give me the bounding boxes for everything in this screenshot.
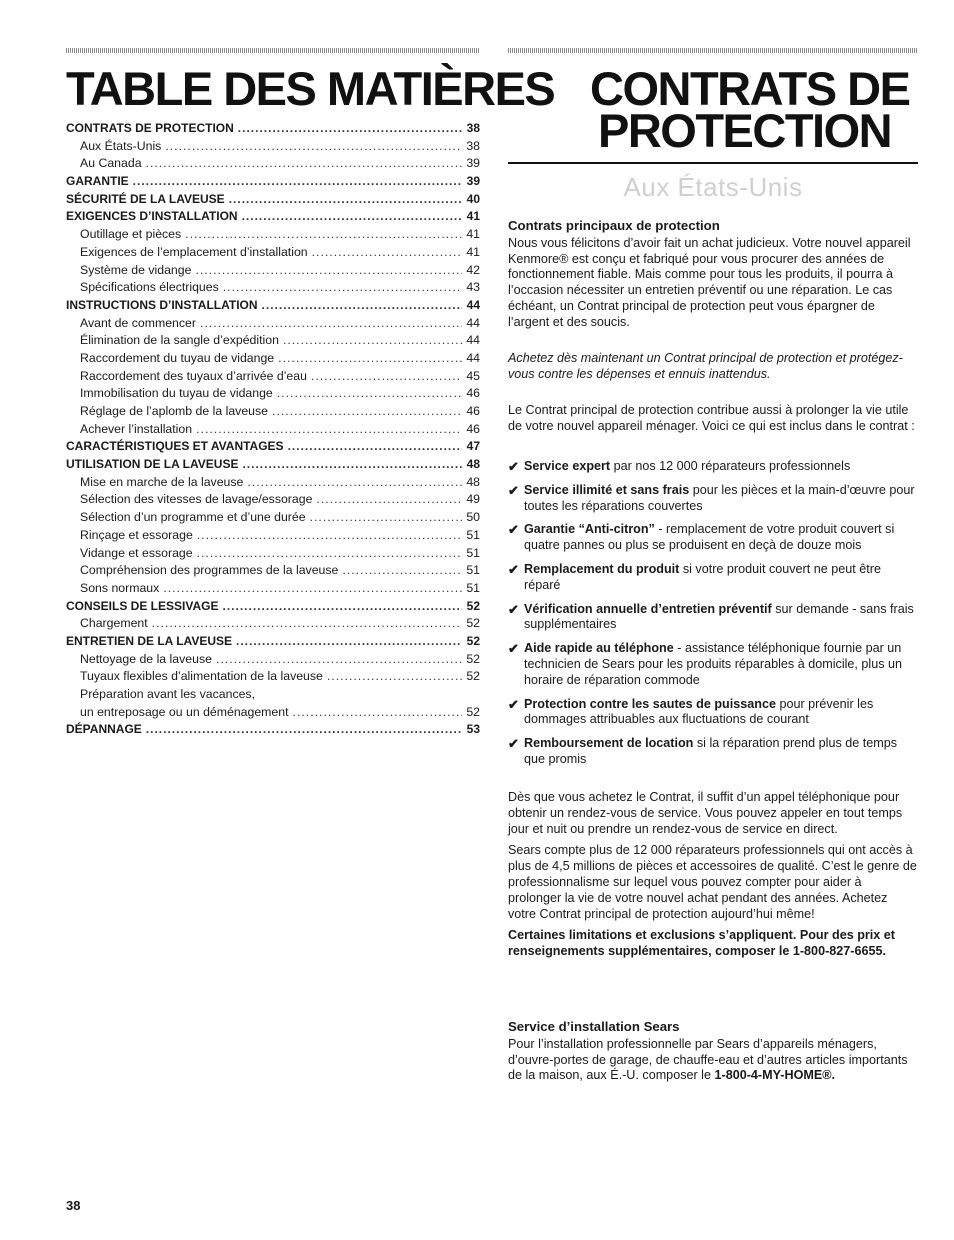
toc-entry-title: Raccordement du tuyau de vidange: [80, 350, 275, 365]
toc-page-number: 52: [466, 633, 480, 648]
toc-entry-title: Achever l’installation: [80, 421, 193, 436]
checkmark-icon: ✔: [508, 459, 519, 474]
toc-subentry: [66, 545, 480, 563]
toc-leader-dots: [197, 545, 462, 563]
toc-entry-title: Mise en marche de la laveuse: [80, 474, 244, 489]
toc-leader-dots: [236, 633, 462, 651]
italic-callout: Achetez dès maintenant un Contrat principal de protection et protégez-vous contre les dépenses et ennuis inattendus.: [508, 351, 903, 381]
toc-subentry: [66, 686, 480, 704]
benefit-title: Service expert: [524, 459, 611, 473]
section-title: Aux États-Unis: [623, 172, 803, 202]
toc-leader-dots: [165, 138, 462, 156]
benefit-item: [508, 522, 918, 554]
toc-page-number: 38: [466, 121, 480, 135]
checkmark-icon: ✔: [508, 696, 519, 712]
italic-block: [508, 351, 918, 383]
toc-section-entry: [66, 456, 480, 474]
left-hatch-rule: [66, 48, 480, 53]
benefit-item: [508, 459, 918, 475]
toc-subentry: [66, 580, 480, 598]
toc-page-number: 52: [466, 616, 480, 631]
table-of-contents: [66, 120, 480, 739]
toc-entry-title: UTILISATION DE LA LAVEUSE: [66, 457, 239, 472]
toc-subentry: [66, 262, 480, 280]
checkmark-icon: ✔: [508, 641, 519, 657]
benefit-description: - remplacement de votre produit couvert si quatre pannes ou plus se produisent en deçà de douze mois: [524, 522, 895, 553]
checkmark-icon: ✔: [508, 482, 519, 498]
toc-page-number: 44: [466, 297, 480, 312]
toc-subentry: [66, 474, 480, 492]
toc-page-number: 52: [466, 651, 480, 666]
benefit-title: Remplacement du produit: [524, 561, 680, 576]
toc-leader-dots: [278, 350, 462, 368]
benefit-description: si votre produit couvert ne peut être réparé: [524, 561, 881, 592]
toc-section-entry: [66, 721, 480, 739]
toc-entry-title: CARACTÉRISTIQUES ET AVANTAGES: [66, 439, 284, 454]
toc-page-number: 48: [466, 457, 480, 472]
toc-entry-title: Sélection des vitesses de lavage/essorage: [80, 492, 313, 507]
benefit-description: - assistance téléphonique fournie par un technicien de Sears pour les produits réparables à domicile, plus un horaire de réparation commode: [524, 641, 903, 687]
toc-leader-dots: [195, 262, 462, 280]
toc-entry-title: EXIGENCES D’INSTALLATION: [66, 209, 238, 224]
toc-entry-title: SÉCURITÉ DE LA LAVEUSE: [66, 191, 225, 206]
benefit-title: Garantie “Anti-citron”: [524, 522, 655, 537]
toc-leader-dots: [342, 562, 462, 580]
toc-page-number: 51: [466, 527, 480, 542]
toc-subentry: [66, 421, 480, 439]
subhead-main-contracts: Contrats principaux de protection: [508, 218, 720, 233]
toc-subentry: [66, 138, 480, 156]
toc-page-number: 44: [466, 350, 480, 365]
toc-page-number: 50: [466, 510, 480, 525]
toc-page-number: 48: [466, 474, 480, 489]
toc-entry-title: Système de vidange: [80, 262, 192, 277]
toc-page-number: 51: [466, 545, 480, 560]
checkmark-icon: ✔: [508, 522, 519, 538]
toc-leader-dots: [312, 244, 462, 262]
toc-entry-title: un entreposage ou un déménagement: [80, 704, 289, 719]
closing-block: [508, 790, 918, 960]
toc-entry-title: Chargement: [80, 616, 148, 631]
toc-page-number: 51: [466, 563, 480, 578]
toc-subentry: [66, 332, 480, 350]
toc-entry-title: Élimination de la sangle d’expédition: [80, 333, 279, 348]
toc-leader-dots: [247, 474, 462, 492]
toc-section-entry: [66, 120, 480, 138]
checkmark-icon: ✔: [508, 601, 519, 617]
benefit-item: [508, 483, 918, 515]
toc-page-number: 41: [466, 244, 480, 259]
toc-entry-title: Compréhension des programmes de la laveuse: [80, 563, 339, 578]
toc-section-entry: [66, 191, 480, 209]
toc-page-number: 49: [466, 492, 480, 507]
toc-leader-dots: [272, 403, 462, 421]
toc-page-number: 46: [466, 386, 480, 401]
toc-leader-dots: [163, 580, 462, 598]
checkmark-icon: ✔: [508, 736, 519, 752]
toc-leader-dots: [288, 438, 462, 456]
toc-leader-dots: [242, 208, 462, 226]
toc-page-number: 51: [466, 580, 480, 595]
toc-page-number: 47: [466, 439, 480, 454]
toc-leader-dots: [196, 421, 462, 439]
checkmark-icon: ✔: [508, 561, 519, 577]
toc-page-number: 52: [466, 669, 480, 684]
toc-leader-dots: [311, 368, 462, 386]
toc-page-number: 42: [466, 262, 480, 277]
benefit-item: [508, 697, 918, 729]
benefit-item: [508, 562, 918, 594]
toc-page-number: 44: [466, 333, 480, 348]
toc-page-number: 46: [466, 421, 480, 436]
page-number: 38: [66, 1198, 81, 1213]
toc-page-number: 41: [466, 227, 480, 242]
toc-page-number: 44: [466, 315, 480, 330]
toc-subentry: [66, 527, 480, 545]
toc-leader-dots: [185, 226, 462, 244]
toc-entry-title: Réglage de l’aplomb de la laveuse: [80, 404, 268, 418]
toc-entry-title: Outillage et pièces: [80, 227, 182, 242]
toc-subentry: [66, 651, 480, 669]
contracts-title-line1: CONTRATS DE: [590, 62, 910, 115]
toc-entry-title: Préparation avant les vacances,: [80, 687, 255, 701]
toc-leader-dots: [327, 668, 462, 686]
toc-entry-title: Raccordement des tuyaux d’arrivée d’eau: [80, 368, 307, 383]
toc-subentry: [66, 279, 480, 297]
toc-subentry: [66, 615, 480, 633]
benefit-title: Protection contre les sautes de puissance: [524, 696, 776, 711]
toc-subentry: [66, 368, 480, 386]
toc-entry-title: GARANTIE: [66, 174, 129, 189]
benefit-title: Vérification annuelle d’entretien préventif: [524, 601, 772, 616]
toc-page-number: 46: [466, 404, 480, 418]
toc-subentry: [66, 403, 480, 421]
toc-subentry: [66, 704, 480, 722]
installation-paragraph: Pour l’installation professionnelle par Sears d’appareils ménagers, d’ouvre-portes de garage, de chauffe-eau et d’autres articles importants de la maison, aux É.-U. composer le: [508, 1036, 908, 1083]
benefits-list: [508, 459, 918, 768]
toc-entry-title: CONTRATS DE PROTECTION: [66, 121, 234, 135]
toc-leader-dots: [146, 721, 462, 739]
included-block: [508, 403, 918, 435]
toc-entry-title: Rinçage et essorage: [80, 527, 193, 542]
benefit-description: si la réparation prend plus de temps que promis: [524, 736, 898, 766]
toc-entry-title: Immobilisation du tuyau de vidange: [80, 386, 273, 401]
toc-entry-title: Tuyaux flexibles d’alimentation de la laveuse: [80, 669, 323, 684]
toc-entry-title: Vidange et essorage: [80, 545, 193, 560]
toc-leader-dots: [293, 704, 462, 722]
toc-entry-title: CONSEILS DE LESSIVAGE: [66, 598, 219, 613]
toc-leader-dots: [238, 120, 462, 138]
toc-title: TABLE DES MATIÈRES: [66, 62, 555, 115]
subhead-installation: Service d’installation Sears: [508, 1019, 680, 1034]
benefit-item: [508, 602, 918, 634]
toc-section-entry: [66, 173, 480, 191]
toc-section-entry: [66, 633, 480, 651]
toc-entry-title: Nettoyage de la laveuse: [80, 651, 212, 666]
toc-leader-dots: [316, 491, 462, 509]
call-paragraph: Dès que vous achetez le Contrat, il suffit d’un appel téléphonique pour obtenir un rendez-vous de service. Vous pouvez appeler en tout temps jour et nuit ou prendre un rendez-vous de service en direct.: [508, 790, 903, 836]
toc-page-number: 43: [466, 280, 480, 295]
toc-subentry: [66, 385, 480, 403]
contracts-title-line2: PROTECTION: [598, 104, 892, 157]
included-paragraph: Le Contrat principal de protection contribue aussi à prolonger la vie utile de votre nouvel appareil ménager. Voici ce qui est inclus dans le contrat :: [508, 403, 915, 433]
toc-leader-dots: [242, 456, 462, 474]
toc-page-number: 40: [466, 191, 480, 206]
benefit-description: sur demande - sans frais supplémentaires: [524, 601, 914, 632]
right-hatch-rule: [508, 48, 918, 53]
toc-leader-dots: [277, 385, 462, 403]
installation-phone: 1-800-4-MY-HOME®.: [714, 1068, 836, 1083]
toc-subentry: [66, 155, 480, 173]
toc-page-number: 53: [466, 722, 480, 737]
toc-page-number: 39: [466, 156, 480, 171]
section-divider: [508, 162, 918, 164]
toc-entry-title: INSTRUCTIONS D’INSTALLATION: [66, 297, 258, 312]
benefit-title: Service illimité et sans frais: [524, 482, 690, 497]
toc-page-number: 52: [466, 598, 480, 613]
toc-entry-title: Sélection d’un programme et d’une durée: [80, 510, 306, 525]
benefit-description: pour les pièces et la main-d’œuvre pour toutes les réparations couvertes: [524, 482, 915, 513]
toc-entry-title: DÉPANNAGE: [66, 722, 142, 737]
benefit-description: par nos 12 000 réparateurs professionnels: [610, 459, 851, 473]
toc-subentry: [66, 491, 480, 509]
toc-leader-dots: [283, 332, 462, 350]
toc-subentry: [66, 668, 480, 686]
toc-page-number: 39: [466, 174, 480, 189]
benefit-title: Aide rapide au téléphone: [524, 641, 674, 656]
toc-leader-dots: [222, 598, 462, 616]
toc-leader-dots: [152, 615, 462, 633]
toc-leader-dots: [223, 279, 462, 297]
toc-section-entry: [66, 297, 480, 315]
toc-leader-dots: [133, 173, 462, 191]
toc-page-number: 38: [466, 138, 480, 153]
benefit-title: Remboursement de location: [524, 736, 694, 751]
limitations-paragraph: Certaines limitations et exclusions s’appliquent. Pour des prix et renseignements supplémentaires, composer le 1-800-827-6655.: [508, 928, 896, 959]
toc-entry-title: Spécifications électriques: [80, 280, 219, 295]
toc-subentry: [66, 226, 480, 244]
toc-subentry: [66, 509, 480, 527]
benefit-description: pour prévenir les dommages attribuables aux fluctuations de courant: [524, 696, 874, 727]
toc-entry-title: Au Canada: [80, 156, 142, 171]
toc-subentry: [66, 562, 480, 580]
toc-subentry: [66, 350, 480, 368]
toc-entry-title: ENTRETIEN DE LA LAVEUSE: [66, 633, 233, 648]
toc-leader-dots: [200, 315, 462, 333]
main-contracts-block: [508, 218, 918, 331]
toc-section-entry: [66, 208, 480, 226]
toc-leader-dots: [197, 527, 462, 545]
toc-entry-title: Exigences de l’emplacement d’installation: [80, 244, 308, 259]
toc-subentry: [66, 244, 480, 262]
toc-leader-dots: [310, 509, 462, 527]
intro-paragraph: Nous vous félicitons d’avoir fait un achat judicieux. Votre nouvel appareil Kenmore® est conçu et fabriqué pour vous procurer des années de fonctionnement fiable. Mais comme pour tous les produits, il pourra à l’occasion nécessiter un entretien préventif ou une réparation. Le cas échéant, un Contrat principal de protection peut vous épargner de l’argent et des soucis.: [508, 235, 911, 329]
toc-leader-dots: [146, 155, 462, 173]
sears-paragraph: Sears compte plus de 12 000 réparateurs professionnels qui ont accès à plus de 4,5 millions de pièces et accessoires de qualité. C’est le genre de professionnalisme sur lequel vous pouvez compter pour aider à prolonger la vie de votre nouvel achat pendant des années. Achetez votre Contrat principal de protection aujourd’hui même!: [508, 843, 917, 921]
benefits-list-wrap: [508, 459, 918, 776]
toc-page-number: 52: [466, 704, 480, 719]
toc-page-number: 41: [466, 209, 480, 224]
toc-page-number: 45: [466, 368, 480, 383]
toc-entry-title: Sons normaux: [80, 580, 160, 595]
benefit-item: [508, 641, 918, 688]
installation-block: [508, 1019, 918, 1084]
benefit-item: [508, 736, 918, 768]
toc-entry-title: Aux États-Unis: [80, 138, 162, 153]
toc-leader-dots: [262, 297, 462, 315]
toc-section-entry: [66, 598, 480, 616]
toc-leader-dots: [229, 191, 462, 209]
toc-entry-title: Avant de commencer: [80, 315, 196, 330]
toc-subentry: [66, 315, 480, 333]
toc-leader-dots: [216, 651, 462, 669]
toc-section-entry: [66, 438, 480, 456]
